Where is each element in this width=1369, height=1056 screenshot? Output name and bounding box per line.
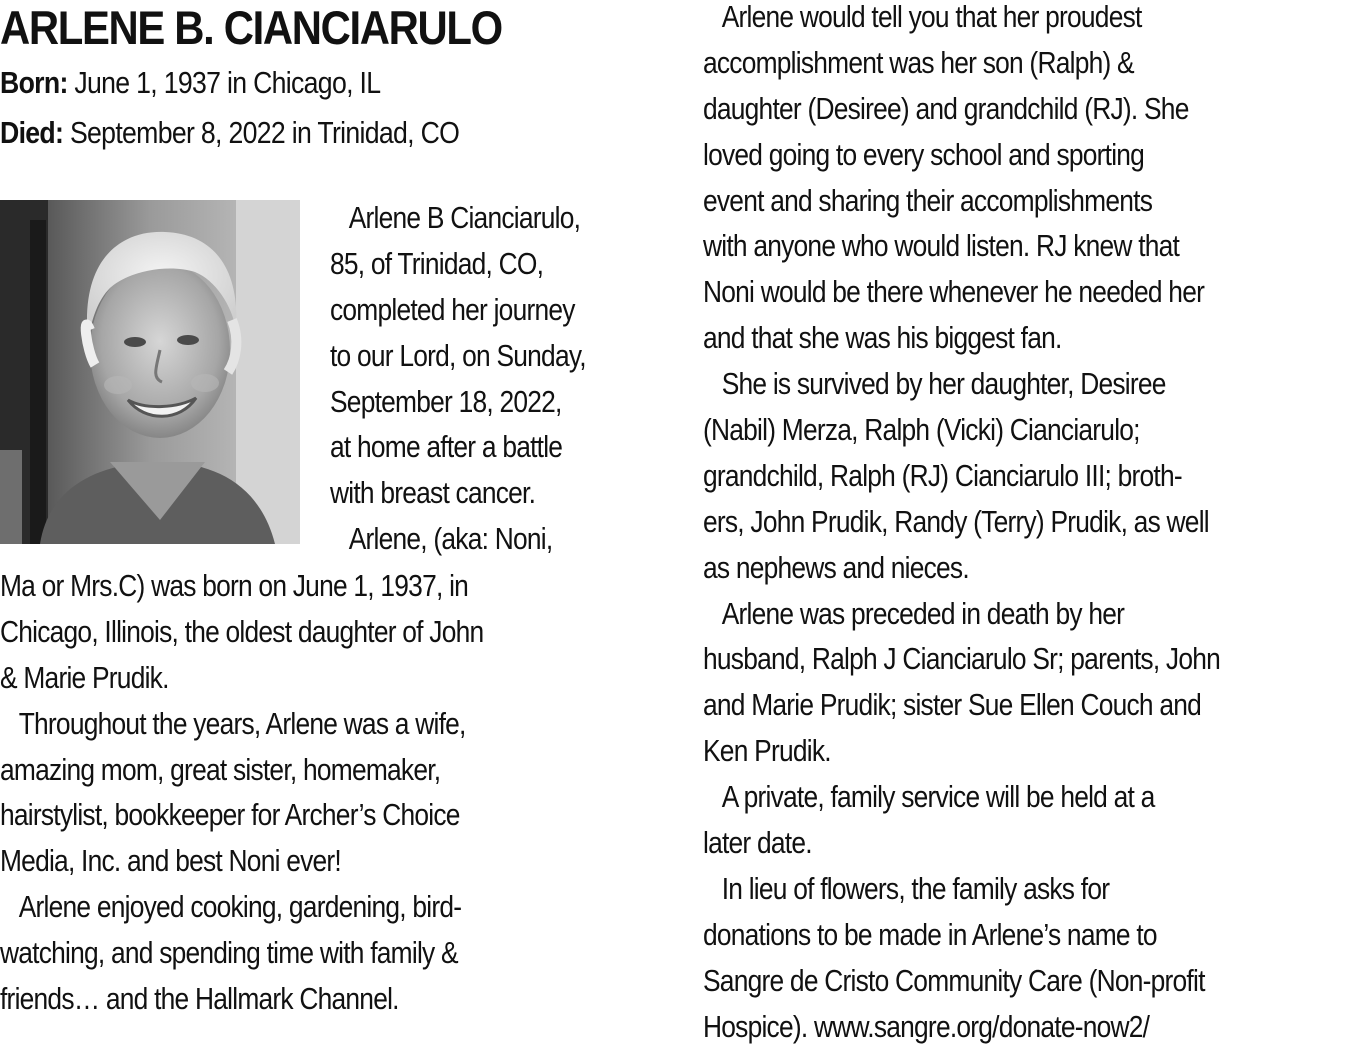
text-line: Arlene was preceded in death by her	[721, 595, 1125, 631]
text-line: Arlene B Cianciarulo,	[348, 200, 581, 235]
text-line: grandchild, Ralph (RJ) Cianciarulo III; broth-	[703, 457, 1182, 493]
text-line: Noni would be there whenever he needed her	[703, 274, 1205, 310]
text-line: amazing mom, great sister, homemaker,	[0, 751, 441, 787]
text-line: donations to be made in Arlene’s name to	[703, 916, 1157, 952]
text-line: September 18, 2022,	[330, 383, 562, 419]
text-line: (Nabil) Merza, Ralph (Vicki) Cianciarulo;	[703, 412, 1140, 448]
text-line: friends… and the Hallmark Channel.	[0, 981, 399, 1017]
text-line: Ken Prudik.	[703, 733, 831, 769]
right-body-text	[703, 0, 1311, 1049]
text-line: and Marie Prudik; sister Sue Ellen Couch and	[703, 687, 1202, 723]
died-line	[0, 113, 459, 153]
text-line: Arlene would tell you that her proudest	[721, 0, 1142, 34]
born-label: Born:	[0, 65, 68, 100]
text-line: Media, Inc. and best Noni ever!	[0, 843, 341, 879]
text-line: Sangre de Cristo Community Care (Non-profit	[703, 962, 1205, 998]
born-line	[0, 63, 380, 103]
intro-wrapped-text	[330, 195, 631, 562]
text-line: husband, Ralph J Cianciarulo Sr; parents, John	[703, 641, 1221, 677]
text-line: and that she was his biggest fan.	[703, 320, 1062, 356]
text-line: & Marie Prudik.	[0, 659, 169, 695]
text-line: with anyone who would listen. RJ knew that	[703, 228, 1180, 264]
text-line: Throughout the years, Arlene was a wife,	[18, 705, 466, 741]
text-line: Arlene enjoyed cooking, gardening, bird-	[18, 889, 462, 925]
text-line: to our Lord, on Sunday,	[330, 337, 586, 373]
text-line: later date.	[703, 825, 812, 861]
text-line: with breast cancer.	[330, 475, 536, 511]
right-column	[703, 0, 1369, 1056]
text-line: accomplishment was her son (Ralph) &	[703, 44, 1134, 80]
text-line: hairstylist, bookkeeper for Archer’s Choice	[0, 797, 460, 833]
text-line: Ma or Mrs.C) was born on June 1, 1937, in	[0, 568, 469, 603]
text-line: as nephews and nieces.	[703, 549, 969, 585]
text-line: Hospice). www.sangre.org/donate-now2/	[703, 1008, 1150, 1044]
text-line: daughter (Desiree) and grandchild (RJ). She	[703, 90, 1189, 126]
text-line: watching, and spending time with family &	[0, 935, 458, 971]
text-line: completed her journey	[330, 291, 575, 327]
text-line: loved going to every school and sporting	[703, 136, 1145, 172]
text-line: Arlene, (aka: Noni,	[348, 521, 553, 557]
portrait-photo	[0, 200, 300, 544]
text-line: ers, John Prudik, Randy (Terry) Prudik, as well	[703, 503, 1209, 539]
died-value: September 8, 2022 in Trinidad, CO	[63, 115, 460, 150]
text-line: at home after a battle	[330, 429, 563, 465]
left-body-text	[0, 563, 569, 1022]
born-value: June 1, 1937 in Chicago, IL	[67, 65, 381, 100]
died-label: Died:	[0, 115, 64, 150]
left-column	[0, 0, 680, 1056]
text-line: event and sharing their accomplishments	[703, 182, 1153, 218]
text-line: In lieu of flowers, the family asks for	[721, 870, 1110, 906]
text-line: A private, family service will be held at a	[721, 779, 1155, 815]
text-line: 85, of Trinidad, CO,	[330, 245, 544, 281]
portrait-photo-icon	[0, 200, 300, 544]
text-line: Chicago, Illinois, the oldest daughter of John	[0, 613, 484, 649]
text-line: She is survived by her daughter, Desiree	[721, 366, 1166, 402]
obituary-name: ARLENE B. CIANCIARULO	[0, 1, 502, 54]
